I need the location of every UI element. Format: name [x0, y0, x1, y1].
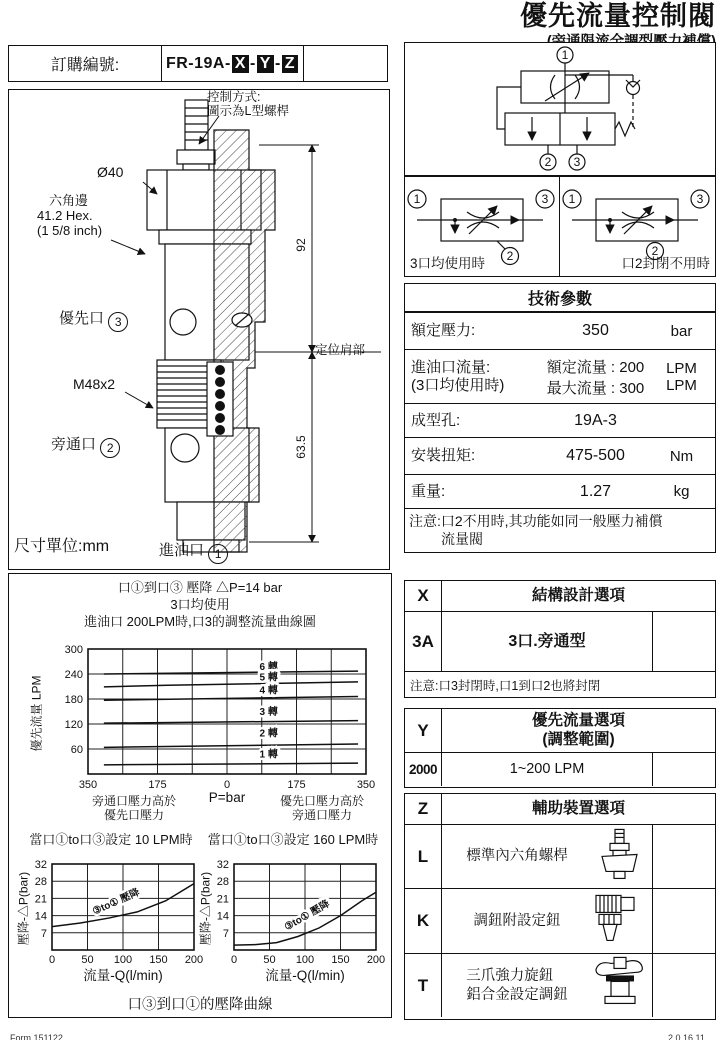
y-tick-label: 7	[40, 927, 47, 940]
y-tick-label: 28	[34, 876, 47, 889]
adjustment-chart-xnote-right: 優先口壓力高於 旁通口壓力	[279, 794, 364, 823]
x-tick-label: 100	[295, 954, 315, 966]
x-tick-label: 0	[223, 779, 231, 791]
section-hatch	[214, 130, 275, 552]
option-x-note: 注意:口3封閉時,口1到口2也將封閉	[410, 679, 601, 693]
hex-label-line2: 41.2 Hex.	[37, 207, 93, 223]
schematic-port3: 3	[573, 155, 581, 169]
option-z-row-l	[405, 824, 715, 888]
control-note	[207, 90, 289, 119]
inlet-port-number: 1	[208, 544, 228, 564]
option-z-header-row	[405, 794, 715, 824]
option-t-label: 三爪強力旋鈕 鋁合金設定調鈕	[466, 968, 568, 1003]
charts-box	[8, 573, 392, 1018]
option-x-header: 結構設計選項	[531, 586, 625, 604]
hydraulic-schematic	[405, 43, 714, 174]
y-tick-label: 7	[222, 927, 229, 940]
bypass-port-number: 2	[100, 438, 120, 458]
y-tick-label: 14	[34, 910, 47, 923]
inlet-flow-row	[405, 349, 715, 403]
y-tick-label: 21	[34, 893, 47, 906]
three-lobe-handle-icon	[590, 955, 648, 1016]
bypass-port-hole	[171, 434, 199, 462]
usage-mode-port2-closed-caption: 口2封閉不用時	[621, 256, 710, 272]
option-z-row-t	[405, 953, 715, 1017]
dp160-chart-ylabel: 壓降-△P(bar)	[198, 871, 213, 946]
hydraulic-schematic-box	[404, 42, 716, 176]
option-l-key: L	[405, 825, 442, 888]
footer-version: 2.0.16.11	[668, 1033, 705, 1040]
hex-socket-screw-icon	[590, 827, 648, 886]
y-tick-label: 240	[64, 669, 83, 681]
option-z-table	[404, 793, 716, 1020]
option-z-key: Z	[405, 794, 442, 824]
option-z-header: 輔助裝置選項	[531, 799, 625, 817]
cavity-label: 成型孔:	[411, 411, 461, 429]
x-tick-label: 0	[48, 954, 56, 966]
option-2000-key: 2000	[405, 753, 442, 786]
option-t-cell	[442, 954, 653, 1017]
option-3a-label: 3口.旁通型	[442, 612, 653, 671]
bypass-port-label: 旁通口 2	[51, 436, 120, 458]
usage-mode-box	[404, 176, 716, 277]
x-tick-label: 350	[356, 779, 376, 791]
option-y-header-row	[405, 709, 715, 752]
cavity-value: 19A-3	[574, 411, 617, 429]
usage-mode-port2-closed	[560, 177, 715, 276]
option-k-label: 調鈕附設定鈕	[473, 912, 561, 929]
dp10-chart-title: 當口①to口③設定 10 LPM時	[29, 832, 193, 847]
x-axis-label: P=bar	[208, 790, 246, 805]
inlet-port-label: 進油口 1	[159, 542, 228, 564]
tech-params-table	[404, 283, 716, 553]
series-curve	[104, 721, 358, 724]
y-tick-label: 32	[34, 859, 47, 871]
control-note-line1: 控制方式:	[207, 90, 261, 104]
knob-with-set-button-icon	[590, 890, 648, 951]
dp160-chart-title: 當口①to口③設定 160 LPM時	[207, 832, 379, 847]
option-3a-key: 3A	[405, 612, 442, 671]
dp-charts-caption: 口③到口①的壓降曲線	[127, 997, 273, 1013]
option-y-table	[404, 708, 716, 788]
series-curve	[104, 697, 358, 701]
rated-pressure-value: 350	[582, 322, 609, 339]
cell-port1: 1	[413, 192, 421, 206]
y-tick-label: 300	[64, 644, 83, 656]
tech-note-row	[405, 508, 715, 551]
schematic-port1: 1	[561, 48, 569, 62]
order-code-x: X	[232, 55, 249, 73]
shoulder-label: 定位肩部	[315, 343, 366, 357]
option-x-key: X	[405, 581, 442, 611]
weight-unit: kg	[673, 483, 690, 500]
tech-params-title: 技術參數	[527, 291, 592, 308]
weight-label: 重量:	[411, 482, 446, 500]
option-2000-label: 1~200 LPM	[442, 753, 653, 786]
order-code-z: Z	[282, 55, 298, 73]
adjustment-chart-ylabel: 優先流量 LPM	[29, 675, 44, 752]
option-z-row-k	[405, 888, 715, 953]
tech-params-header-row	[405, 284, 715, 312]
rated-pressure-label: 額定壓力:	[411, 322, 476, 340]
series-label: 5 轉	[259, 672, 278, 684]
tech-note: 注意:口2不用時,其功能如同一般壓力補償 流量閥	[409, 513, 663, 548]
x-tick-label: 0	[230, 954, 238, 966]
order-empty-cell	[304, 46, 387, 81]
order-code-prefix: FR-19A-	[165, 54, 231, 72]
option-t-key: T	[405, 954, 442, 1017]
cell-port2: 2	[506, 249, 514, 263]
weight-row	[405, 474, 715, 508]
option-l-label: 標準內六角螺桿	[466, 848, 568, 865]
rated-pressure-unit: bar	[670, 322, 693, 340]
series-label: 6 轉	[259, 661, 278, 673]
x-axis-label: 流量-Q(l/min)	[265, 968, 345, 983]
priority-port-hole	[170, 309, 196, 335]
series-label: 2 轉	[259, 728, 278, 740]
weight-value: 1.27	[579, 482, 612, 500]
footer-form-number: Form 151122	[10, 1033, 63, 1040]
series-label: ③to① 壓降	[282, 898, 332, 934]
inlet-flow-values: 額定流量 : 200 最大流量 : 300	[546, 358, 645, 397]
usage-mode-all-ports	[405, 177, 560, 276]
x-tick-label: 100	[113, 954, 133, 966]
option-k-key: K	[405, 889, 442, 953]
hex-label-line1: 六角邊	[49, 193, 89, 208]
x-tick-label: 150	[331, 954, 350, 966]
x-tick-label: 350	[78, 779, 98, 791]
dimension-92: 92	[294, 238, 308, 252]
option-x-header-row	[405, 581, 715, 611]
x-tick-label: 150	[149, 954, 168, 966]
option-y-row-2000	[405, 752, 715, 786]
option-k-cell	[442, 889, 653, 953]
diameter-label: Ø40	[97, 164, 124, 180]
order-code-cell	[161, 46, 304, 81]
x-tick-label: 200	[366, 954, 386, 966]
dp10-chart	[17, 854, 209, 989]
adjustment-chart-title: 口①到口③ 壓降 △P=14 bar 3口均使用 進油口 200LPM時,口3的調整流量曲線圖	[84, 580, 316, 629]
x-axis-label: 流量-Q(l/min)	[83, 968, 163, 983]
adjustment-chart	[9, 626, 390, 811]
option-l-cell	[442, 825, 653, 888]
x-tick-label: 175	[287, 779, 306, 791]
hex-label-line3: (1 5/8 inch)	[37, 222, 103, 238]
cell2-port3: 3	[696, 192, 704, 206]
torque-value: 475-500	[566, 447, 625, 464]
x-tick-label: 50	[81, 954, 94, 966]
priority-port-number: 3	[108, 312, 128, 332]
x-tick-label: 200	[184, 954, 204, 966]
adjustment-chart-xnote-left: 旁通口壓力高於 優先口壓力	[91, 794, 176, 823]
y-tick-label: 180	[64, 694, 83, 706]
control-note-line2: 圖示為L型螺桿	[207, 104, 289, 119]
hex-label	[37, 194, 102, 239]
option-x-row-3a	[405, 611, 715, 671]
inlet-flow-units: LPM LPM	[666, 359, 697, 394]
order-number-box	[8, 45, 388, 82]
order-code-y: Y	[257, 55, 274, 73]
dp10-chart-ylabel: 壓降-△P(bar)	[16, 871, 31, 946]
cavity-row	[405, 403, 715, 437]
option-y-header: 優先流量選項 (調整範圍)	[531, 711, 625, 748]
order-label-cell	[9, 46, 161, 81]
dimension-63-5: 63.5	[294, 435, 308, 459]
series-label: 4 轉	[259, 685, 278, 697]
x-tick-label: 50	[263, 954, 276, 966]
priority-port-label: 優先口 3	[59, 310, 128, 332]
x-tick-label: 175	[148, 779, 167, 791]
option-y-key: Y	[405, 709, 442, 752]
y-tick-label: 21	[216, 893, 229, 906]
torque-unit: Nm	[669, 447, 694, 465]
thread-label: M48x2	[73, 376, 116, 392]
series-label: 3 轉	[259, 706, 278, 718]
option-x-note-row	[405, 671, 715, 696]
torque-row	[405, 437, 715, 474]
torque-label: 安裝扭矩:	[411, 447, 476, 465]
usage-mode-all-ports-caption: 3口均使用時	[410, 256, 486, 272]
dp160-chart	[199, 854, 391, 989]
y-tick-label: 60	[70, 744, 83, 756]
y-tick-label: 120	[64, 719, 83, 731]
series-curve	[104, 744, 358, 747]
cell-port3: 3	[541, 192, 549, 206]
series-label: 1 轉	[259, 749, 278, 761]
y-tick-label: 14	[216, 910, 229, 923]
unit-note: 尺寸單位:mm	[14, 538, 110, 555]
y-tick-label: 28	[216, 876, 229, 889]
series-curve	[104, 682, 358, 687]
valve-drawing-box	[8, 89, 390, 570]
rated-pressure-row	[405, 312, 715, 349]
order-sep-1: -	[249, 54, 256, 72]
cell2-port2: 2	[651, 244, 659, 258]
cell2-port1: 1	[568, 192, 576, 206]
order-label: 訂購編號:	[50, 57, 120, 74]
schematic-port2: 2	[544, 155, 552, 169]
series-label: ③to① 壓降	[91, 887, 142, 918]
inlet-flow-label: 進油口流量: (3口均使用時)	[411, 359, 505, 394]
page-title: 優先流量控制閥	[520, 1, 716, 31]
y-tick-label: 32	[216, 859, 229, 871]
option-x-table	[404, 580, 716, 698]
order-sep-2: -	[274, 54, 281, 72]
series-curve	[104, 763, 358, 765]
